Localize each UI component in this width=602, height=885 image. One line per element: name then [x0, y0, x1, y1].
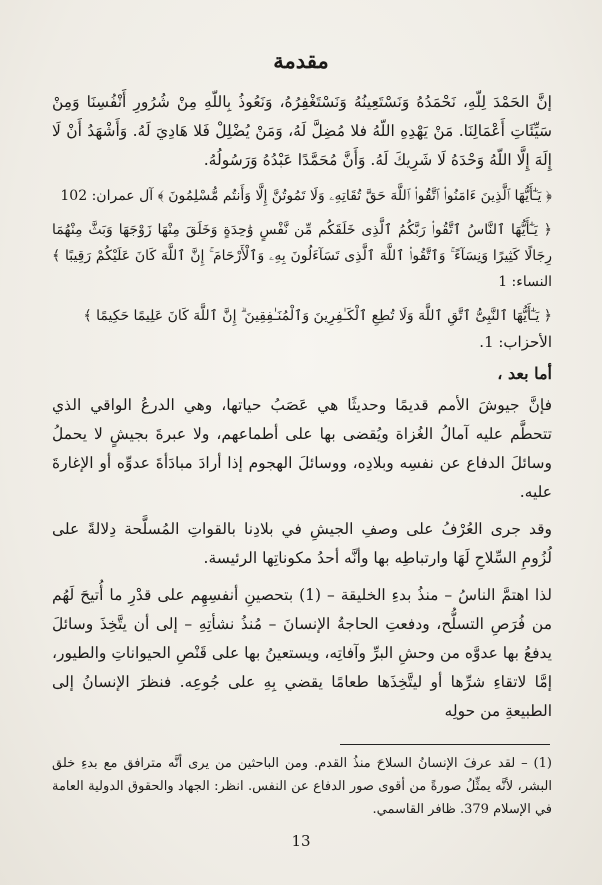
verse-al-ahzab: ﴿ يَـٰٓأَيُّهَا ٱلنَّبِىُّ ٱتَّقِ ٱللَّهَ وَلَا تُطِعِ ٱلْكَـٰفِرِينَ وَٱلْمُنَـٰفِقِينَ ۗ إِنَّ ٱللَّهَ كَانَ عَلِيمًا حَكِيمًا ﴾ — [83, 308, 552, 324]
page-number: 13 — [291, 832, 311, 850]
verse-al-ahzab-reference: الأحزاب: 1. — [479, 333, 552, 351]
armies-paragraph: فإنَّ جيوشَ الأمم قديمًا وحديثًا هي عَصَبُ حياتها، وهي الدرعُ الواقي الذي تتحطَّم عليه آمالُ الغُزاة ويُقضى بها على أطماعهم، ولا عبرةَ بجيشٍ لا يحملُ وسائلَ الدفاع عن نفسِه وبلادِه، ووسائلَ الهجوم إذا أرادَ مبادَأةَ عدوِّه أو الإغارةَ عليه. — [52, 396, 552, 501]
opening-sermon-paragraph: إنَّ الحَمْدَ لِلّهِ، نَحْمَدُهُ وَنَسْتَعِينُهُ وَنَسْتَغْفِرُهُ، وَنَعُوذُ بِاللّهِ مِنْ شُرُورِ أَنْفُسِنَا وَمِنْ سَيِّئَاتِ أَعْمَالِنَا. مَنْ يَهْدِهِ اللّهُ فلا مُضِلَّ لَهُ، وَمَنْ يُضْلِلْ فَلا هَادِيَ لَهُ. وَأَشْهَدُ أَنْ لَا إِلَهَ إِلَّا اللّهُ وَحْدَهُ لَا شَرِيكَ لَهُ. وَأَنَّ مُحَمَّدًا عَبْدُهُ وَرَسُولُهُ. — [52, 93, 552, 169]
footnote: (1) – لقد عرفَ الإنسانُ السلاحَ منذُ القدم. ومن الباحثين من يرى أنَّه مترافق مع بدءِ خلق البشر، لأنَّه يمثِّلُ صورةً من أقوى صور الدفاع عن النفس. انظر: الجهاد والحقوق الدولية العامة في الإسلام 379. ظافر القاسمي. — [52, 756, 552, 817]
page-title: مقدمة — [273, 48, 329, 73]
verse-al-imran: ﴿ يَـٰٓأَيُّهَا ٱلَّذِينَ ءَامَنُوا۟ ٱتَّقُوا۟ ٱللَّهَ حَقَّ تُقَاتِهِۦ وَلَا تَمُوتُنَّ إِلَّا وَأَنتُم مُّسْلِمُونَ ﴾ آل عمران: 102 — [60, 188, 552, 204]
armed-forces-paragraph: وقد جرى العُرْفُ على وصفِ الجيشِ في بلادِنا بالقواتِ المُسلَّحة دِلالةً على لُزُومِ السِّلاحِ لَهَا وارتباطِه بها وأنَّه أحدُ مكوناتِها الرئيسة. — [52, 520, 552, 567]
verse-an-nisa: ﴿ يَـٰٓأَيُّهَا ٱلنَّاسُ ٱتَّقُوا۟ رَبَّكُمُ ٱلَّذِى خَلَقَكُم مِّن نَّفْسٍ وَٰحِدَةٍ وَخَلَقَ مِنْهَا زَوْجَهَا وَبَثَّ مِنْهُمَا رِجَالًا كَثِيرًا وَنِسَآءً ۚ وَٱتَّقُوا۟ ٱللَّهَ ٱلَّذِى تَسَآءَلُونَ بِهِۦ وَٱلْأَرْحَامَ ۚ إِنَّ ٱللَّهَ كَانَ عَلَيْكُمْ رَقِيبًا ﴾ النساء: 1 — [52, 222, 552, 290]
footnote-divider — [340, 744, 550, 745]
amma-baad-heading: أما بعد ، — [497, 364, 552, 383]
arming-history-paragraph: لذا اهتمَّ الناسُ – منذُ بدءِ الخليقة – (1) بتحصينِ أنفسِهِم على قدْرِ ما أُتيحَ لَهُم من فُرَصِ التسلُّح، ودفعتِ الحاجةُ الإنسانَ – مُنذُ نشأتِهِ – إلى أن يتَّخِذَ وسائلَ يدفعُ بها عدوَّه من وحشِ البرِّ وآفاتِه، ويستعينُ بها على قَنْصِ الحيواناتِ والطيور، إمَّا لاتقاءِ شرِّها أو ليتَّخِذَها طعامًا يقضي بِهِ على جُوعِه. فنظرَ الإنسانُ إلى الطبيعةِ من حولِه — [51, 586, 552, 720]
page-body — [52, 88, 552, 734]
